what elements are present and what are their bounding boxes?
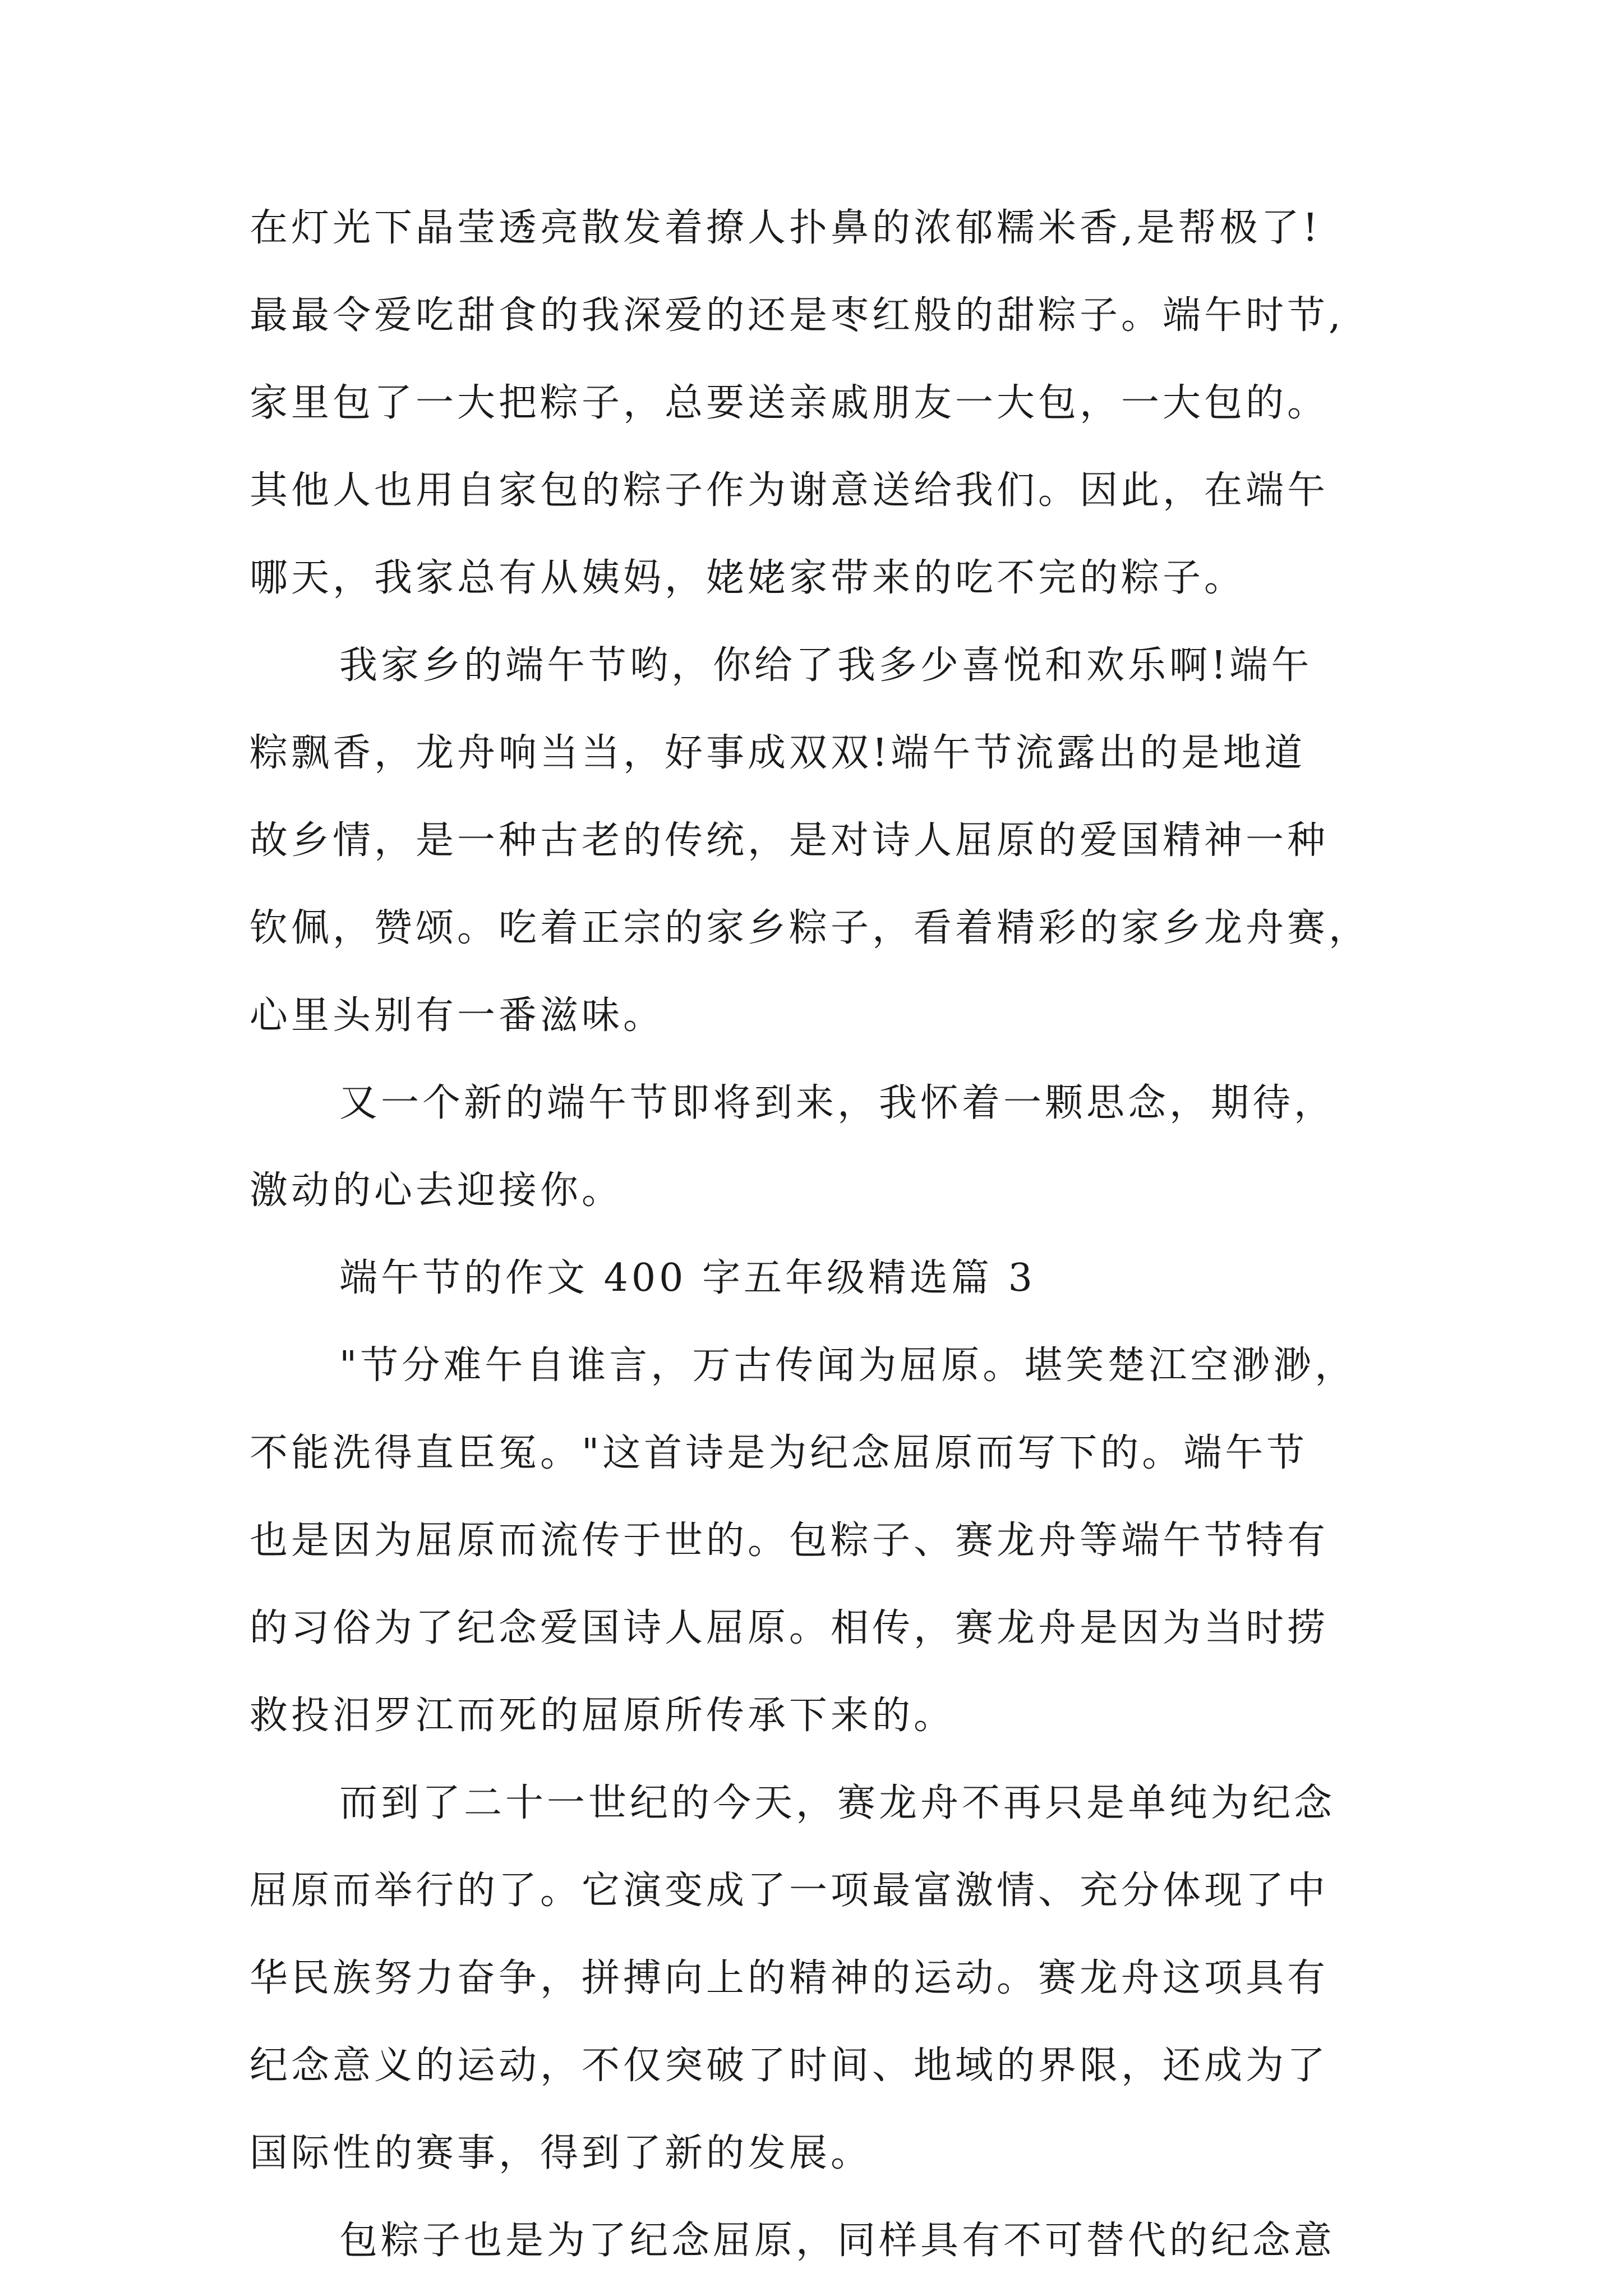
text-line: 屈原而举行的了。它演变成了一项最富激情、充分体现了中 xyxy=(250,1869,1329,1913)
section-heading: 端午节的作文 400 字五年级精选篇 3 xyxy=(339,1256,1036,1300)
text-line: 在灯光下晶莹透亮散发着撩人扑鼻的浓郁糯米香,是帮极了! xyxy=(250,206,1321,250)
paragraph-first-line: 而到了二十一世纪的今天，赛龙舟不再只是单纯为纪念 xyxy=(339,1781,1336,1825)
text-line: 救投汨罗江而死的屈原所传承下来的。 xyxy=(250,1694,956,1738)
text-line: 故乡情，是一种古老的传统，是对诗人屈原的爱国精神一种 xyxy=(250,818,1329,863)
text-line: 国际性的赛事，得到了新的发展。 xyxy=(250,2131,873,2175)
text-line: 其他人也用自家包的粽子作为谢意送给我们。因此，在端午 xyxy=(250,468,1329,513)
text-line: 哪天，我家总有从姨妈，姥姥家带来的吃不完的粽子。 xyxy=(250,556,1246,600)
text-line: 粽飘香，龙舟响当当，好事成双双!端午节流露出的是地道 xyxy=(250,731,1306,775)
text-line: 的习俗为了纪念爱国诗人屈原。相传，赛龙舟是因为当时捞 xyxy=(250,1606,1329,1650)
text-line: 钦佩，赞颂。吃着正宗的家乡粽子，看着精彩的家乡龙舟赛， xyxy=(250,906,1371,950)
text-line: 也是因为屈原而流传于世的。包粽子、赛龙舟等端午节特有 xyxy=(250,1519,1329,1563)
paragraph-first-line: "节分难午自谁言，万古传闻为屈原。堪笑楚江空渺渺， xyxy=(339,1343,1357,1388)
text-line: 激动的心去迎接你。 xyxy=(250,1168,624,1213)
text-line: 家里包了一大把粽子，总要送亲戚朋友一大包，一大包的。 xyxy=(250,381,1329,425)
paragraph-first-line: 我家乡的端午节哟，你给了我多少喜悦和欢乐啊!端午 xyxy=(339,643,1313,688)
text-line: 最最令爱吃甜食的我深爱的还是枣红般的甜粽子。端午时节, xyxy=(250,293,1344,338)
paragraph-first-line: 又一个新的端午节即将到来，我怀着一颗思念，期待， xyxy=(339,1081,1336,1125)
text-line: 华民族努力奋争，拼搏向上的精神的运动。赛龙舟这项具有 xyxy=(250,1956,1329,2000)
paragraph-first-line: 包粽子也是为了纪念屈原，同样具有不可替代的纪念意 xyxy=(339,2219,1336,2263)
text-line: 心里头别有一番滋味。 xyxy=(250,993,665,1038)
text-line: 不能洗得直臣冤。"这首诗是为纪念屈原而写下的。端午节 xyxy=(250,1431,1308,1475)
text-line: 纪念意义的运动，不仅突破了时间、地域的界限，还成为了 xyxy=(250,2044,1329,2088)
